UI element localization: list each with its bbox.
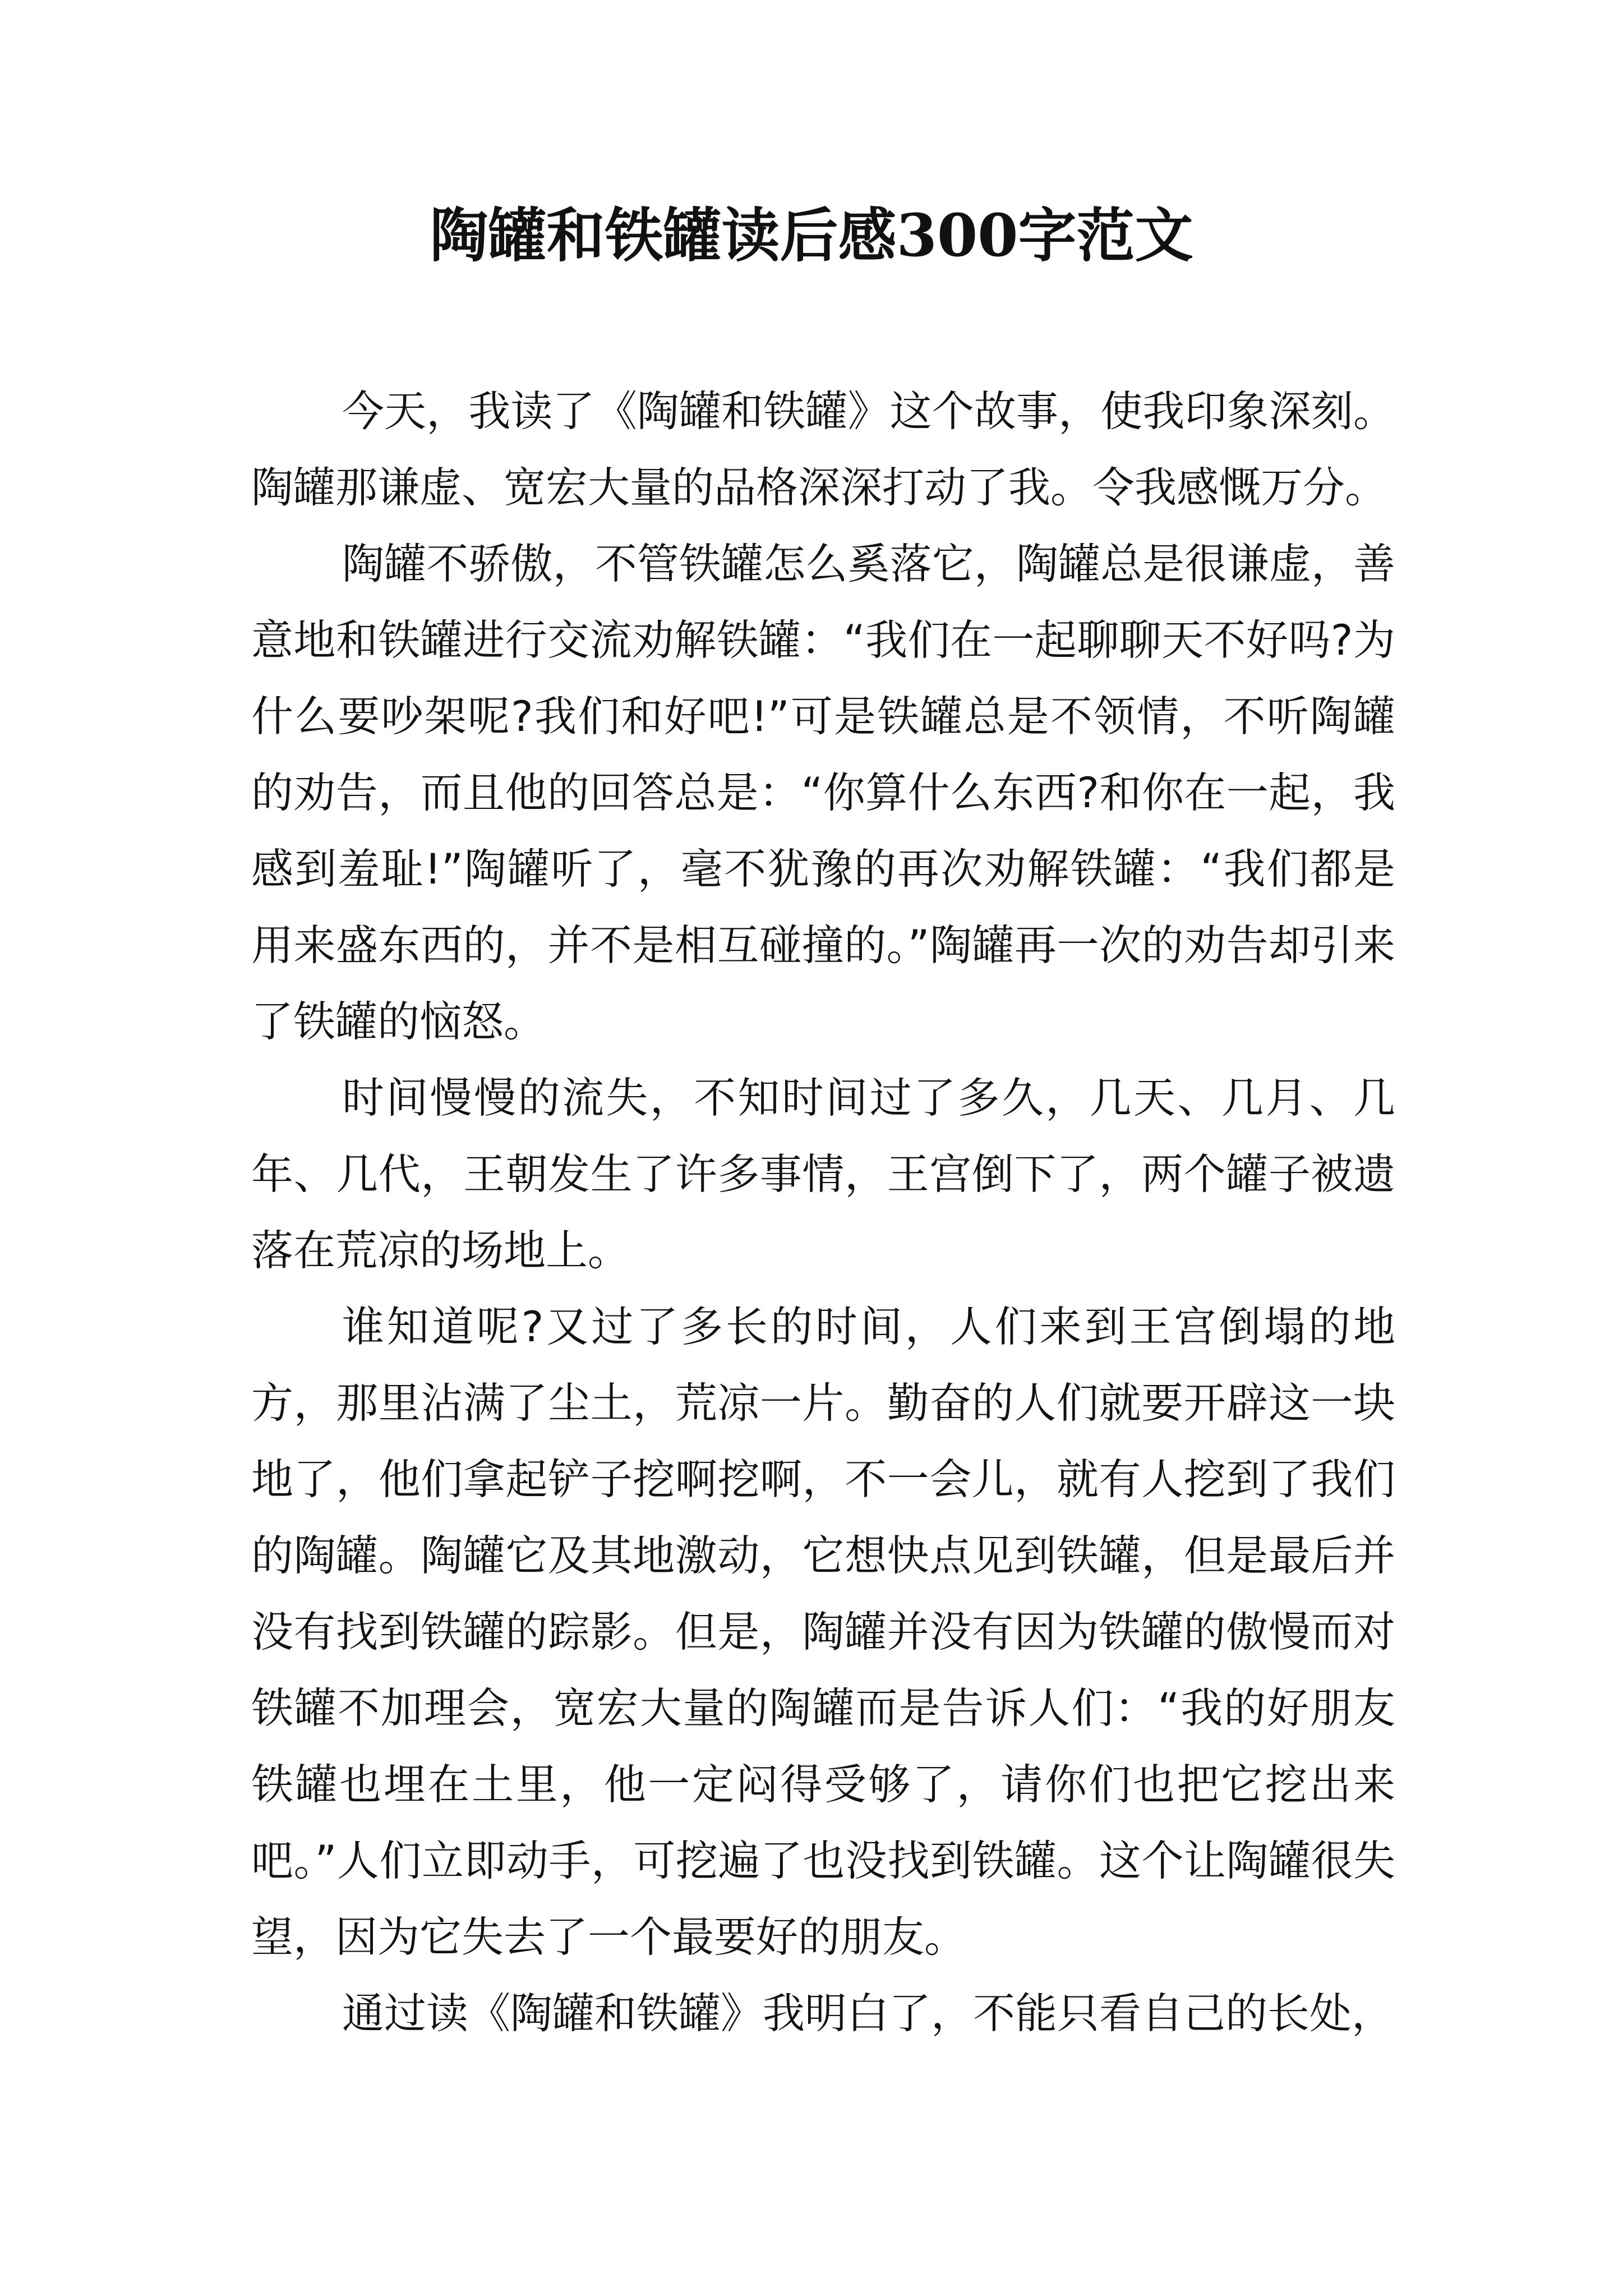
paragraph: 通过读《陶罐和铁罐》我明白了，不能只看自己的长处， [342, 1989, 1394, 2038]
paragraph: 时间慢慢的流失，不知时间过了多久，几天、几月、几年、几代，王朝发生了许多事情，王宫倒下了，两个罐子被遗落在荒凉的场地上。 [251, 1073, 1395, 1275]
document-title: 陶罐和铁罐读后感300字范文 [430, 201, 1193, 270]
paragraph: 今天，我读了《陶罐和铁罐》这个故事，使我印象深刻。陶罐那谦虚、宽宏大量的品格深深打动了我。令我感慨万分。 [251, 386, 1395, 512]
paragraph: 陶罐不骄傲，不管铁罐怎么奚落它，陶罐总是很谦虚，善意地和铁罐进行交流劝解铁罐：“我们在一起聊聊天不好吗?为什么要吵架呢?我们和好吧!”可是铁罐总是不领情，不听陶罐的劝告，而且他的回答总是：“你算什么东西?和你在一起，我感到羞耻!”陶罐听了，毫不犹豫的再次劝解铁罐：“我们都是用来盛东西的，并不是相互碰撞的。”陶罐再一次的劝告却引来了铁罐的恼怒。 [251, 539, 1395, 1046]
document-body [251, 373, 1395, 2051]
paragraph: 谁知道呢?又过了多长的时间，人们来到王宫倒塌的地方，那里沾满了尘土，荒凉一片。勤奋的人们就要开辟这一块地了，他们拿起铲子挖啊挖啊，不一会儿，就有人挖到了我们的陶罐。陶罐它及其地激动，它想快点见到铁罐，但是最后并没有找到铁罐的踪影。但是，陶罐并没有因为铁罐的傲慢而对铁罐不加理会，宽宏大量的陶罐而是告诉人们：“我的好朋友铁罐也埋在土里，他一定闷得受够了，请你们也把它挖出来吧。”人们立即动手，可挖遍了也没找到铁罐。这个让陶罐很失望，因为它失去了一个最要好的朋友。 [251, 1302, 1395, 1962]
